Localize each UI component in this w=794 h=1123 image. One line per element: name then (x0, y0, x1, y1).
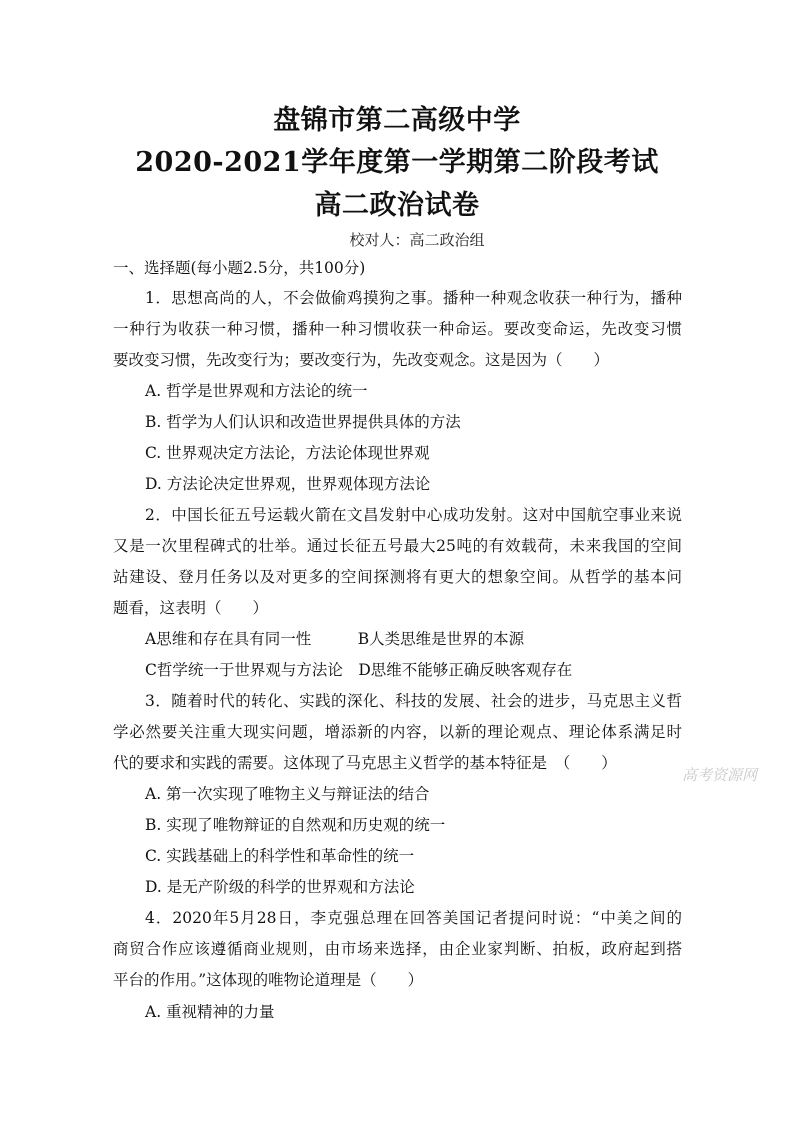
q2-options-row-1: A思维和存在具有同一性 B人类思维是世界的本源 (145, 630, 525, 648)
q4-line-3: 平台的作用。”这体现的唯物论道理是（ ） (113, 971, 424, 989)
q3-option-b: B. 实现了唯物辩证的自然观和历史观的统一 (145, 816, 446, 834)
paper-title: 高二政治试卷 (314, 190, 480, 221)
q2-line-4: 题看，这表明（ ） (113, 599, 269, 617)
q2-options-row-2: C哲学统一于世界观与方法论 D思维不能够正确反映客观存在 (145, 661, 573, 679)
q3-option-a: A. 第一次实现了唯物主义与辩证法的结合 (145, 785, 430, 803)
q2-line-3: 站建设、登月任务以及对更多的空间探测将有更大的想象空间。从哲学的基本问 (113, 568, 682, 586)
section-heading: 一、选择题(每小题2.5分，共100分) (113, 259, 366, 277)
q1-option-c: C. 世界观决定方法论，方法论体现世界观 (145, 444, 430, 462)
proofreader-line: 校对人：高二政治组 (349, 231, 485, 249)
q3-option-d: D. 是无产阶级的科学的世界观和方法论 (145, 878, 415, 896)
q3-line-2: 学必然要关注重大现实问题，增添新的内容，以新的理论观点、理论体系满足时 (113, 723, 682, 741)
q3-option-c: C. 实践基础上的科学性和革命性的统一 (145, 847, 415, 865)
q1-line-3: 要改变习惯，先改变行为；要改变行为，先改变观念。这是因为（ ） (113, 351, 610, 369)
exam-title: 2020-2021学年度第一学期第二阶段考试 (135, 147, 659, 178)
q1-option-d: D. 方法论决定世界观，世界观体现方法论 (145, 475, 431, 493)
q2-line-2: 又是一次里程碑式的壮举。通过长征五号最大25吨的有效载荷，未来我国的空间 (113, 537, 682, 555)
q3-line-3: 代的要求和实践的需要。这体现了马克思主义哲学的基本特征是 （ ） (113, 754, 617, 772)
q2-line-1: 2．中国长征五号运载火箭在文昌发射中心成功发射。这对中国航空事业来说 (145, 506, 682, 524)
q4-line-2: 商贸合作应该遵循商业规则，由市场来选择，由企业家判断、拍板，政府起到搭 (113, 940, 682, 958)
q3-line-1: 3．随着时代的转化、实践的深化、科技的发展、社会的进步，马克思主义哲 (145, 692, 682, 710)
q4-line-1: 4．2020年5月28日，李克强总理在回答美国记者提问时说：“中美之间的 (145, 909, 682, 927)
q1-option-a: A. 哲学是世界观和方法论的统一 (145, 382, 368, 400)
q1-option-b: B. 哲学为人们认识和改造世界提供具体的方法 (145, 413, 461, 431)
q1-line-1: 1．思想高尚的人，不会做偷鸡摸狗之事。播种一种观念收获一种行为，播种 (145, 289, 682, 307)
school-title: 盘锦市第二高级中学 (273, 105, 521, 136)
watermark: 高考资源网 (682, 766, 758, 784)
q1-line-2: 一种行为收获一种习惯，播种一种习惯收获一种命运。要改变命运，先改变习惯 (113, 320, 682, 338)
q4-option-a: A. 重视精神的力量 (145, 1003, 275, 1021)
